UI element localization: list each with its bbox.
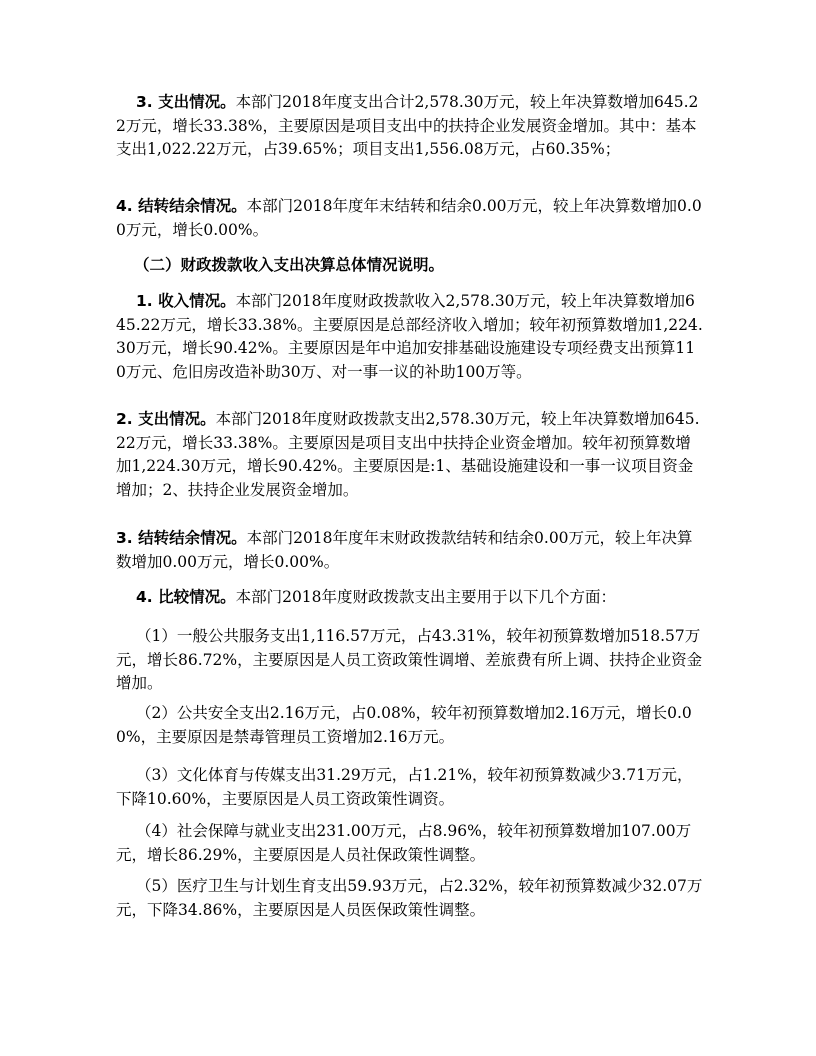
paragraph-text: 本部门2018年度年末财政拨款结转和结余0.00万元，较上年决算数增加0.00万元，增长0.00%。 [116,529,693,571]
paragraph-fiscal-income [116,290,704,384]
list-item: （5）医疗卫生与计划生育支出59.93万元，占2.32%，较年初预算数减少32.07万元，下降34.86%，主要原因是人员医保政策性调整。 [116,877,703,919]
paragraph-lead: 1. 收入情况。 [136,292,236,310]
paragraph-lead: 4. 比较情况。 [136,588,236,606]
paragraph-text: 本部门2018年度财政拨款支出主要用于以下几个方面： [235,588,617,606]
paragraph-lead: 3. 结转结余情况。 [116,529,247,547]
list-item: （4）社会保障与就业支出231.00万元，占8.96%，较年初预算数增加107.00万元，增长86.29%，主要原因是人员社保政策性调整。 [116,822,692,864]
paragraph-expenditure [116,91,704,162]
paragraph-fiscal-expenditure [116,408,704,502]
paragraph-comparison [116,586,704,610]
section-heading: （二）财政拨款收入支出决算总体情况说明。 [134,256,445,274]
paragraph-fiscal-carryover [116,527,704,574]
paragraph-text: 本部门2018年度年末结转和结余0.00万元，较上年决算数增加0.00万元，增长0.00%。 [116,197,702,239]
paragraph-carryover [116,195,704,242]
paragraph-lead: 3. 支出情况。 [136,93,236,111]
paragraph-lead: 2. 支出情况。 [116,410,216,428]
paragraph-text: 本部门2018年度财政拨款收入2,578.30万元，较上年决算数增加645.22万元，增长33.38%。主要原因是总部经济收入增加；较年初预算数增加1,224.30万元，增长90.42%。主要原因是年中追加安排基础设施建设专项经费支出预算110万元、危旧房改造补助30万、对一事一议的补助100万等。 [116,292,703,381]
paragraph-text: 本部门2018年度财政拨款支出2,578.30万元，较上年决算数增加645.22万元，增长33.38%。主要原因是项目支出中扶持企业资金增加。较年初预算数增加1,224.30万元，增长90.42%。主要原因是:1、基础设施建设和一事一议项目资金增加；2、扶持企业发展资金增加。 [116,410,700,499]
paragraph-text: 本部门2018年度支出合计2,578.30万元，较上年决算数增加645.22万元，增长33.38%，主要原因是项目支出中的扶持企业发展资金增加。其中：基本支出1,022.22万元，占39.65%；项目支出1,556.08万元，占60.35%； [116,93,699,158]
paragraph-lead: 4. 结转结余情况。 [116,197,247,215]
list-item: （3）文化体育与传媒支出31.29万元，占1.21%，较年初预算数减少3.71万元，下降10.60%，主要原因是人员工资政策性调资。 [116,766,693,808]
list-item: （2）公共安全支出2.16万元，占0.08%，较年初预算数增加2.16万元，增长0.00%，主要原因是禁毒管理员工资增加2.16万元。 [116,704,692,746]
list-item: （1）一般公共服务支出1,116.57万元，占43.31%，较年初预算数增加518.57万元，增长86.72%，主要原因是人员工资政策性调增、差旅费有所上调、扶持企业资金增加。 [116,627,703,692]
